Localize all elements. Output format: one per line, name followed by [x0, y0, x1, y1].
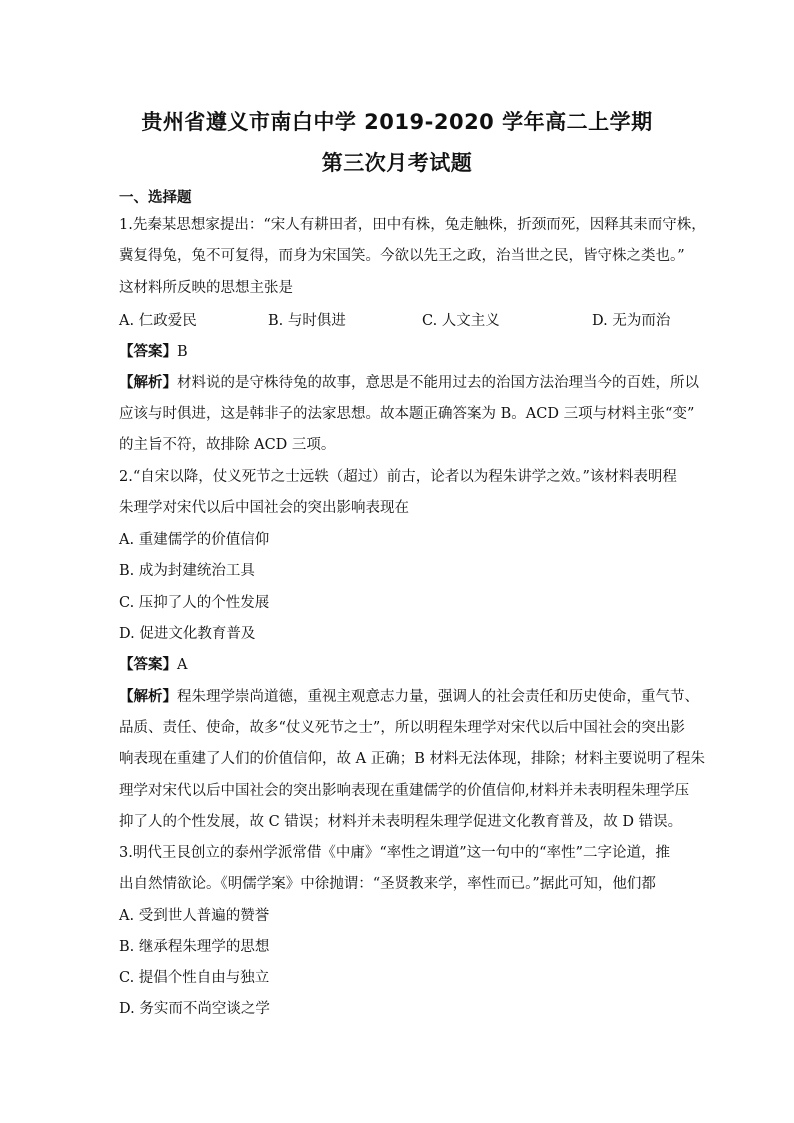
q3-stem-line: 3.明代王艮创立的泰州学派常借《中庸》“率性之谓道”这一句中的“率性”二字论道，推 — [119, 845, 670, 861]
q2-option-d: D. 促进文化教育普及 — [119, 626, 256, 642]
q1-answer — [119, 342, 188, 362]
q1-option-c: C. 人文主义 — [422, 313, 500, 329]
answer-value: A — [177, 657, 188, 673]
q2-answer — [119, 655, 187, 675]
q1-analysis-line: 应该与时俱进，这是韩非子的法家思想。故本题正确答案为 B。ACD 三项与材料主张“变” — [119, 406, 695, 422]
q1-analysis-line: 的主旨不符，故排除 ACD 三项。 — [119, 437, 336, 453]
document-title-line1: 贵州省遵义市南白中学 2019-2020 学年高二上学期 — [141, 110, 653, 134]
q2-stem-line: 朱理学对宋代以后中国社会的突出影响表现在 — [119, 500, 409, 516]
q3-stem-line: 出自然情欲论。《明儒学案》中徐抛谓：“圣贤教来学，率性而已。”据此可知，他们都 — [119, 876, 656, 892]
q2-analysis-line: 理学对宋代以后中国社会的突出影响表现在重建儒学的价值信仰,材料并未表明程朱理学压 — [119, 783, 690, 799]
q3-option-a: A. 受到世人普遍的赞誉 — [119, 908, 270, 924]
q2-option-b: B. 成为封建统治工具 — [119, 563, 255, 579]
q1-option-b: B. 与时俱进 — [268, 313, 346, 329]
analysis-label: 【解析】 — [119, 688, 177, 705]
answer-label: 【答案】 — [119, 343, 177, 360]
q1-stem-line: 冀复得兔，兔不可复得，而身为宋国笑。今欲以先王之政，治当世之民，皆守株之类也。” — [119, 248, 685, 264]
q2-option-a: A. 重建儒学的价值信仰 — [119, 532, 270, 548]
q1-analysis-line — [119, 373, 699, 393]
analysis-text: 材料说的是守株待兔的故事，意思是不能用过去的治国方法治理当今的百姓，所以 — [177, 375, 699, 391]
q2-analysis-line: 品质、责任、使命，故多“仗义死节之士”，所以明程朱理学对宋代以后中国社会的突出影 — [119, 720, 685, 736]
q3-option-c: C. 提倡个性自由与独立 — [119, 970, 270, 986]
q2-stem-line: 2.“自宋以降，仗义死节之士远轶（超过）前古，论者以为程朱讲学之效。”该材料表明程 — [119, 469, 677, 485]
document-title-line2: 第三次月考试题 — [321, 151, 473, 175]
q1-option-a: A. 仁政爱民 — [119, 313, 197, 329]
answer-value: B — [177, 344, 188, 360]
q2-analysis-line: 响表现在重建了人们的价值信仰，故 A 正确；B 材料无法体现，排除；材料主要说明了程朱 — [119, 751, 705, 767]
analysis-label: 【解析】 — [119, 374, 177, 391]
q3-option-d: D. 务实而不尚空谈之学 — [119, 1001, 270, 1017]
q2-analysis-line — [119, 687, 699, 707]
q2-option-c: C. 压抑了人的个性发展 — [119, 595, 270, 611]
analysis-text: 程朱理学崇尚道德，重视主观意志力量，强调人的社会责任和历史使命，重气节、 — [177, 689, 699, 705]
q2-analysis-line: 抑了人的个性发展，故 C 错误；材料并未表明程朱理学促进文化教育普及，故 D 错误。 — [119, 814, 683, 830]
q3-option-b: B. 继承程朱理学的思想 — [119, 939, 270, 955]
section-heading: 一、选择题 — [119, 190, 192, 206]
q1-stem-line: 这材料所反映的思想主张是 — [119, 280, 293, 296]
q1-stem-line: 1.先秦某思想家提出：“宋人有耕田者，田中有株，兔走触株，折颈而死，因释其耒而守株， — [119, 217, 706, 233]
answer-label: 【答案】 — [119, 656, 177, 673]
q1-option-d: D. 无为而治 — [592, 313, 671, 329]
